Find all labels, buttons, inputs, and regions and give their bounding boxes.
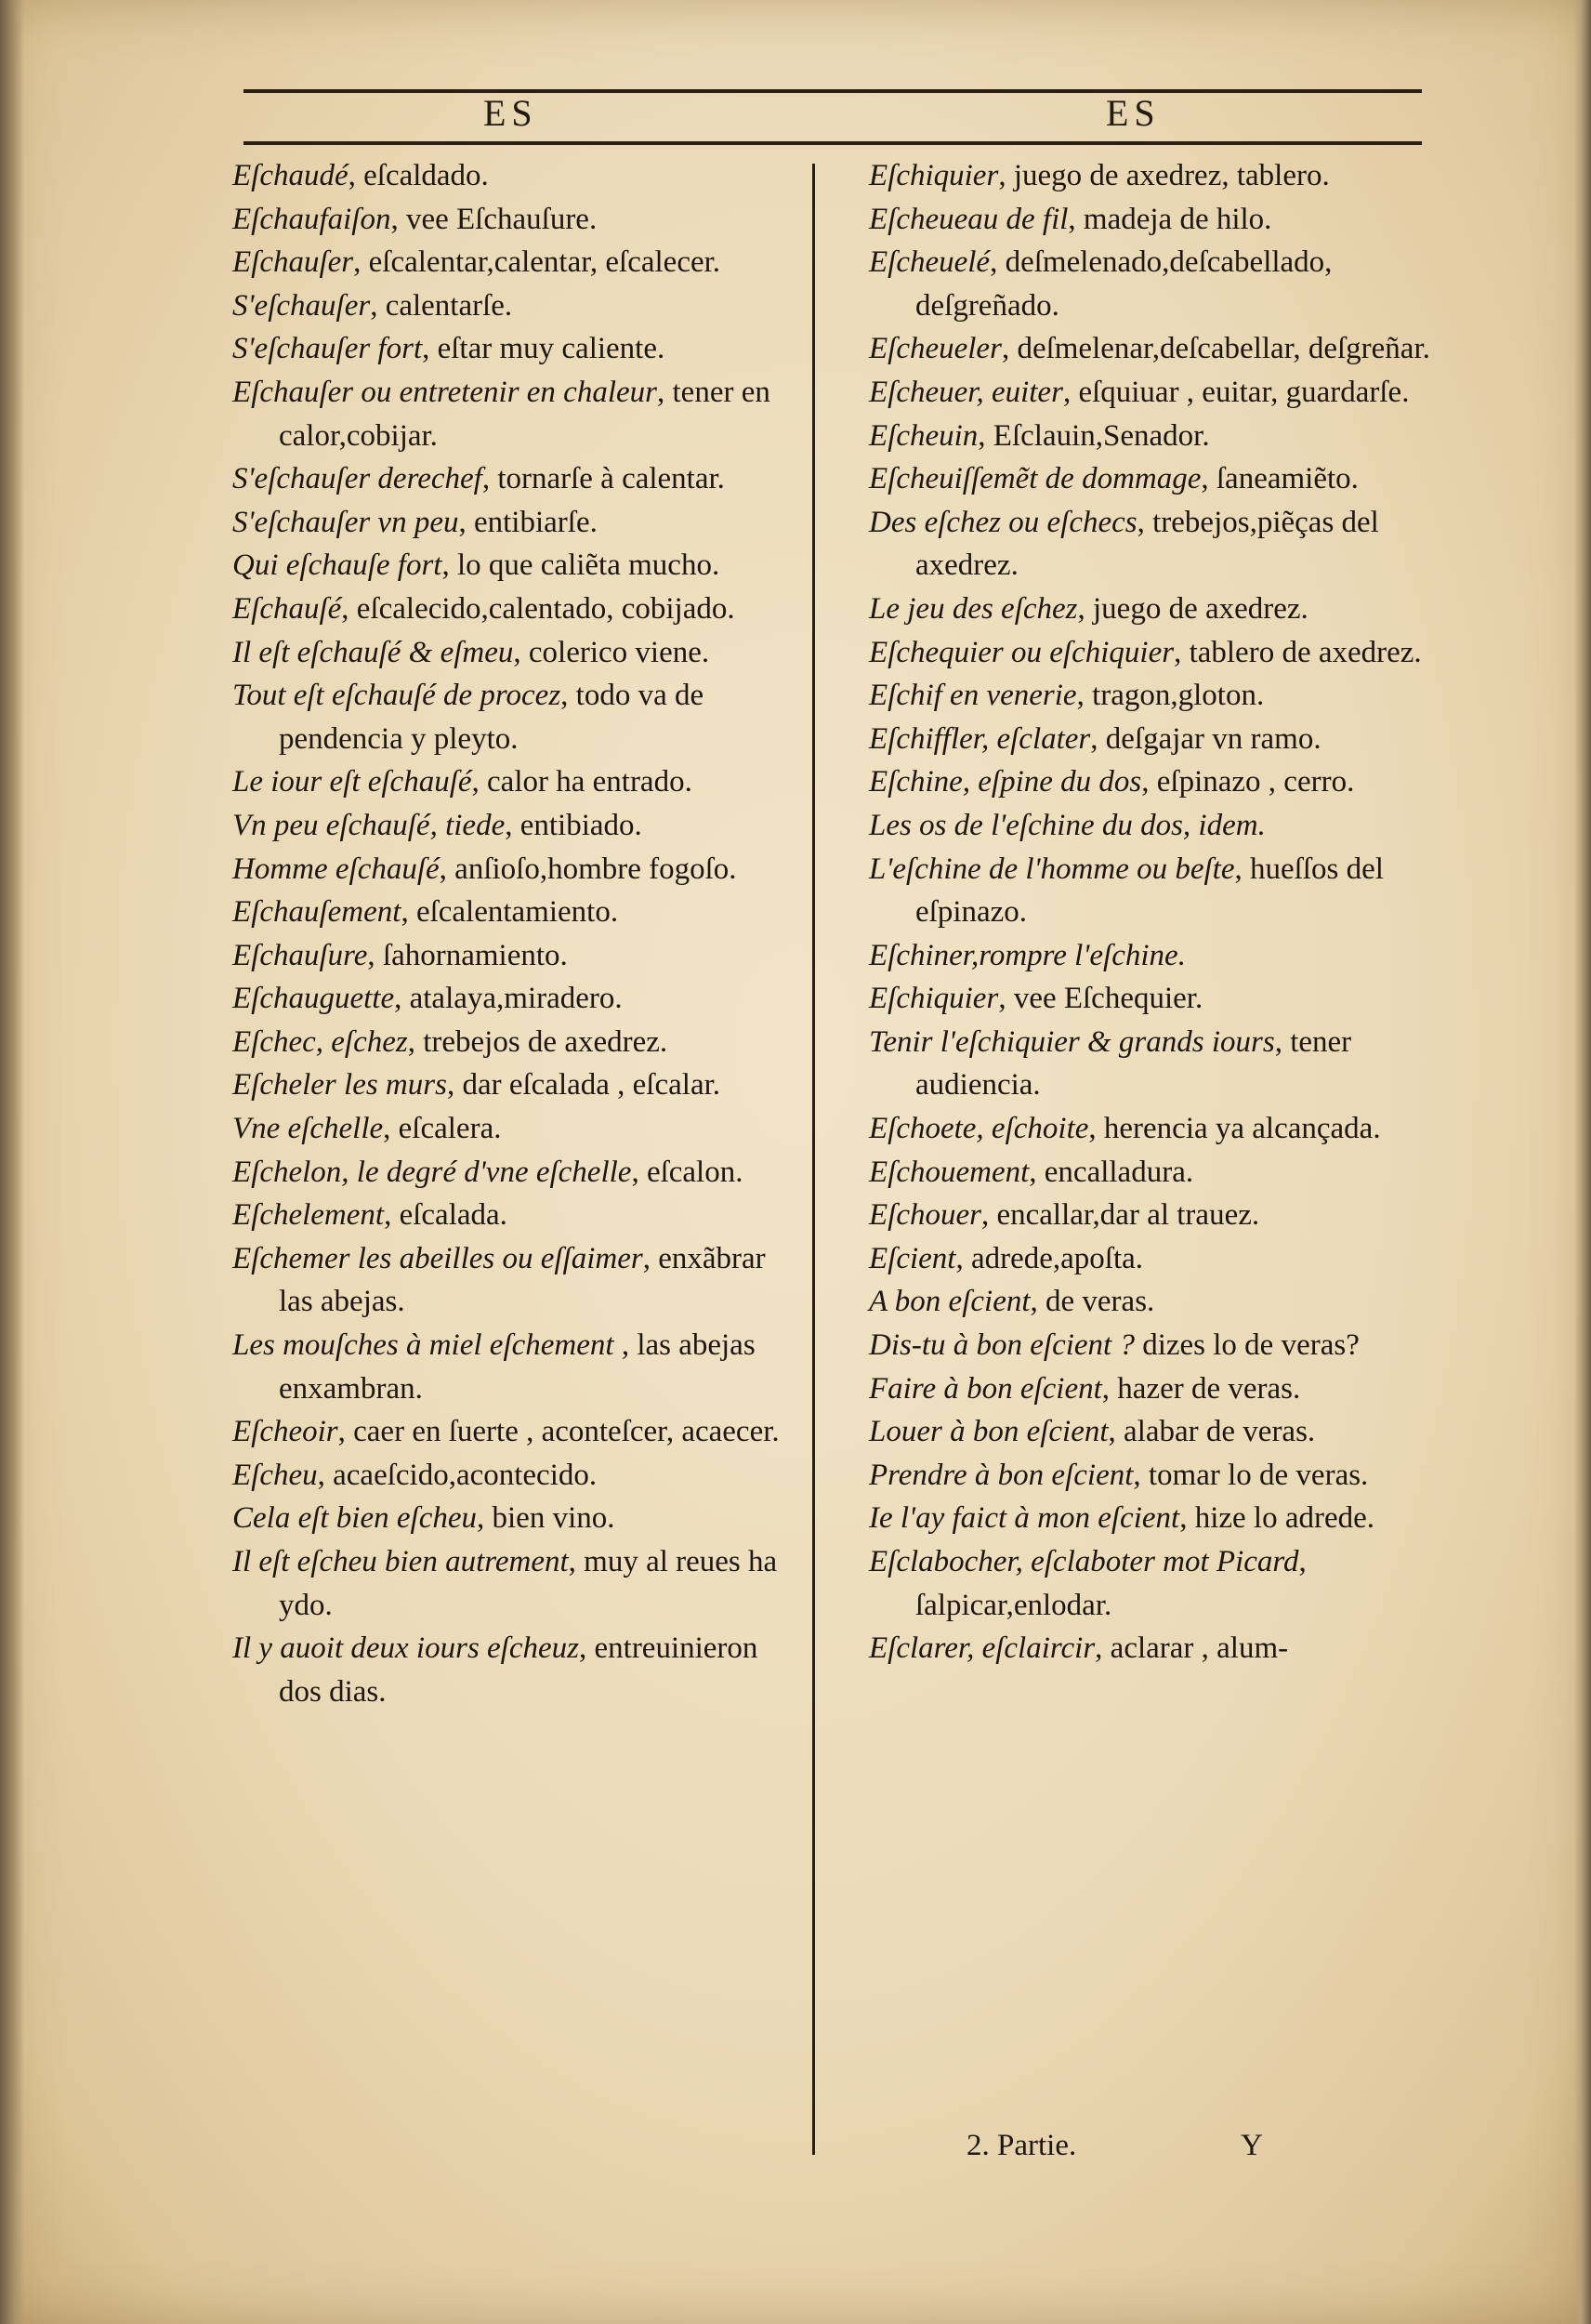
header-rule-top	[243, 89, 1422, 93]
entry-headword: Qui eſchauſe fort	[232, 548, 442, 583]
entry-translation: , eſquiuar , euitar, guardarſe.	[1062, 375, 1410, 409]
dictionary-entry	[869, 718, 1436, 761]
entry-headword: Eſcheuer, euiter	[869, 375, 1063, 409]
entry-translation: , tragon,gloton.	[1076, 679, 1265, 713]
dictionary-entry	[869, 1367, 1436, 1411]
entry-headword: Eſchequier ou eſchiquier	[869, 635, 1175, 669]
dictionary-entry	[869, 1280, 1436, 1324]
entry-headword: Eſchelement	[232, 1198, 385, 1233]
entry-translation: , tener en calor,cobijar.	[279, 375, 770, 453]
entry-translation: , dar eſcalada , eſcalar.	[446, 1068, 721, 1103]
entry-headword: Eſclarer, eſclaircir	[869, 1631, 1096, 1666]
entry-translation: , atalaya,miradero.	[394, 982, 623, 1016]
entry-translation: , eſcalon.	[631, 1155, 743, 1189]
entry-translation: , bien vino.	[477, 1501, 615, 1536]
entry-headword: Eſchif en venerie	[869, 679, 1077, 713]
entry-translation: , aclarar , alum-	[1095, 1631, 1289, 1666]
entry-translation: , las abejas enxambran.	[279, 1328, 756, 1406]
entry-translation: , calentarſe.	[370, 288, 513, 323]
right-column	[869, 154, 1436, 1670]
header-rule-under	[243, 141, 1422, 145]
entry-translation: , eſcalecido,calentado, cobijado.	[341, 591, 735, 626]
entry-headword: Eſchiffler, eſclater	[869, 721, 1091, 756]
dictionary-entry	[232, 631, 799, 675]
entry-translation: , vee Eſchauſure.	[390, 202, 598, 236]
dictionary-entry	[232, 284, 799, 328]
entry-translation: , ſaneamiẽto.	[1201, 462, 1359, 496]
entry-headword: Eſcient	[869, 1241, 956, 1275]
entry-translation: , encallar,dar al trauez.	[980, 1198, 1260, 1233]
entry-headword: Les os de l'eſchine du dos, idem.	[869, 808, 1266, 842]
entry-headword: Dis-tu à bon eſcient ?	[869, 1328, 1135, 1363]
entry-translation: , eſcalada.	[384, 1198, 507, 1233]
entry-translation: , eſcalera.	[383, 1112, 502, 1146]
entry-headword: Eſchauguette	[232, 982, 395, 1016]
dictionary-entry	[232, 1021, 799, 1064]
dictionary-entry	[869, 588, 1436, 631]
entry-translation: , vee Eſchequier.	[998, 982, 1203, 1016]
entry-translation: , trebejos de axedrez.	[407, 1024, 668, 1059]
entry-translation: , tablero de axedrez.	[1174, 635, 1422, 669]
entry-headword: Eſchouer	[869, 1198, 981, 1233]
dictionary-entry	[869, 1237, 1436, 1281]
entry-headword: Eſclabocher, eſclaboter mot Picard	[869, 1545, 1299, 1578]
entry-headword: Eſchauſement	[232, 895, 401, 930]
dictionary-entry	[232, 1237, 799, 1324]
entry-translation: , lo que caliẽta mucho.	[441, 548, 720, 583]
entry-headword: Eſcheoir	[232, 1415, 338, 1449]
entry-headword: Homme eſchauſé	[232, 852, 440, 886]
entry-headword: Vn peu eſchauſé, tiede	[232, 808, 506, 842]
running-head-left: ES	[483, 92, 538, 134]
entry-headword: Eſchauſer	[232, 245, 354, 280]
dictionary-entry	[232, 1151, 799, 1195]
entry-translation: , acaeſcido,acontecido.	[317, 1458, 598, 1492]
catchword-letter: Y	[1241, 2129, 1263, 2162]
entry-headword: Prendre à bon eſcient	[869, 1458, 1134, 1492]
entry-translation: dizes lo de veras?	[1134, 1328, 1360, 1363]
dictionary-entry	[232, 1540, 799, 1627]
entry-headword: Eſcheu	[232, 1458, 318, 1492]
dictionary-entry	[869, 631, 1436, 675]
entry-headword: Eſchouement	[869, 1155, 1030, 1189]
entry-translation: , eſcalentamiento.	[401, 895, 619, 930]
entry-headword: Tenir l'eſchiquier & grands iours	[869, 1024, 1275, 1059]
dictionary-entry	[869, 1540, 1436, 1627]
entry-translation: , calor ha entrado.	[471, 765, 692, 799]
entry-headword: Eſchemer les abeilles ou eſſaimer	[232, 1241, 643, 1275]
dictionary-entry	[869, 1107, 1436, 1151]
dictionary-entry	[232, 327, 799, 371]
running-head-right: ES	[1106, 92, 1161, 134]
entry-translation: , eſpinazo , cerro.	[1141, 765, 1355, 799]
entry-headword: Louer à bon eſcient	[869, 1415, 1109, 1449]
dictionary-entry	[232, 760, 799, 804]
entry-translation: , tornarſe à calentar.	[481, 462, 725, 496]
dictionary-entry	[869, 241, 1436, 327]
dictionary-entry	[869, 977, 1436, 1021]
dictionary-entry	[232, 674, 799, 760]
entry-headword: Le jeu des eſchez	[869, 591, 1078, 626]
dictionary-entry	[869, 415, 1436, 458]
dictionary-entry	[869, 1410, 1436, 1454]
entry-translation: , ſahornamiento.	[367, 938, 568, 972]
entry-translation: , encalladura.	[1029, 1155, 1194, 1189]
entry-headword: Eſcheuiſſemẽt de dommage	[869, 462, 1202, 496]
left-column	[232, 154, 799, 1713]
entry-translation: , trebejos,piẽças del axedrez.	[915, 505, 1379, 583]
entry-translation: , tener audiencia.	[915, 1024, 1352, 1103]
dictionary-entry	[232, 1063, 799, 1107]
dictionary-entry	[869, 848, 1436, 934]
dictionary-entry	[232, 1107, 799, 1151]
entry-headword: Il y auoit deux iours eſcheuz	[232, 1631, 579, 1666]
page-edge-left	[0, 0, 24, 2324]
entry-translation: , eſcaldado.	[348, 159, 489, 192]
entry-headword: Il eſt eſcheu bien autrement	[232, 1545, 569, 1578]
entry-headword: Eſchelon, le degré d'vne eſchelle	[232, 1155, 632, 1189]
dictionary-entry	[869, 1151, 1436, 1195]
dictionary-entry	[232, 1194, 799, 1237]
entry-translation: , hize lo adrede.	[1179, 1501, 1375, 1536]
entry-translation: , entreuinieron dos dias.	[279, 1631, 758, 1709]
entry-translation: , entibiado.	[505, 808, 642, 842]
dictionary-entry	[232, 457, 799, 501]
entry-headword: Le iour eſt eſchauſé	[232, 765, 472, 799]
dictionary-entry	[869, 934, 1436, 978]
entry-translation: , adrede,apoſta.	[955, 1241, 1144, 1275]
dictionary-entry	[869, 371, 1436, 415]
entry-headword: Eſchauſure	[232, 938, 368, 972]
dictionary-entry	[869, 674, 1436, 718]
dictionary-entry	[869, 501, 1436, 588]
dictionary-entry	[232, 241, 799, 284]
dictionary-entry	[232, 588, 799, 631]
dictionary-entry	[869, 1021, 1436, 1107]
entry-headword: S'eſchauſer	[232, 288, 371, 323]
entry-translation: , hazer de veras.	[1101, 1371, 1301, 1406]
dictionary-entry	[232, 1324, 799, 1410]
dictionary-entry	[232, 544, 799, 588]
entry-headword: Eſchiquier	[869, 159, 999, 192]
dictionary-entry	[869, 1324, 1436, 1367]
dictionary-entry	[232, 1497, 799, 1540]
entry-headword: Eſcheler les murs	[232, 1068, 447, 1103]
entry-headword: Eſchec, eſchez	[232, 1024, 408, 1059]
dictionary-entry	[232, 1627, 799, 1713]
entry-translation: , madeja de hilo.	[1068, 202, 1272, 236]
entry-translation: , deſmelenar,deſcabellar, deſgreñar.	[1001, 332, 1430, 366]
dictionary-entry	[232, 501, 799, 545]
dictionary-entry	[232, 198, 799, 242]
entry-headword: Eſchiner,rompre l'eſchine.	[869, 938, 1186, 972]
signature-mark: 2. Partie.	[966, 2129, 1077, 2162]
dictionary-entry	[232, 1410, 799, 1454]
page-edge-right	[1574, 0, 1591, 2324]
entry-headword: Eſcheueler	[869, 332, 1002, 366]
entry-headword: L'eſchine de l'homme ou beſte	[869, 852, 1235, 886]
dictionary-entry	[869, 760, 1436, 804]
entry-headword: Vne eſchelle	[232, 1112, 384, 1146]
column-divider	[812, 164, 815, 2155]
entry-translation: , Eſclauin,Senador.	[978, 418, 1210, 453]
entry-translation: , ſalpicar,enlodar.	[915, 1545, 1307, 1622]
dictionary-entry	[232, 1454, 799, 1498]
entry-headword: Eſcheueau de fil	[869, 202, 1069, 236]
entry-headword: Cela eſt bien eſcheu	[232, 1501, 477, 1536]
dictionary-entry	[869, 1627, 1436, 1670]
entry-headword: S'eſchauſer fort	[232, 332, 423, 366]
entry-translation: , caer en ſuerte , aconteſcer, acaecer.	[337, 1415, 780, 1449]
entry-headword: Eſchaufaiſon	[232, 202, 391, 236]
entry-translation: , juego de axedrez, tablero.	[998, 159, 1330, 192]
entry-headword: Eſchiquier	[869, 982, 999, 1016]
entry-translation: , herencia ya alcançada.	[1088, 1112, 1381, 1146]
entry-translation: , alabar de veras.	[1108, 1415, 1316, 1449]
entry-headword: S'eſchauſer derechef	[232, 462, 482, 496]
entry-headword: Eſcheuin	[869, 418, 979, 453]
entry-translation: , entibiarſe.	[458, 505, 598, 539]
entry-translation: , colerico viene.	[513, 635, 710, 669]
entry-translation: , todo va de pendencia y pleyto.	[279, 679, 704, 756]
entry-translation: , eſtar muy caliente.	[422, 332, 665, 366]
entry-headword: Tout eſt eſchauſé de procez	[232, 679, 561, 713]
entry-translation: , de veras.	[1030, 1285, 1155, 1319]
entry-headword: Les mouſches à miel eſchement	[232, 1328, 614, 1363]
dictionary-entry	[869, 1454, 1436, 1498]
dictionary-entry	[232, 804, 799, 848]
dictionary-entry	[869, 327, 1436, 371]
entry-headword: A bon eſcient	[869, 1285, 1031, 1319]
dictionary-entry	[232, 891, 799, 934]
dictionary-entry	[869, 154, 1436, 198]
dictionary-entry	[869, 1194, 1436, 1237]
entry-headword: Des eſchez ou eſchecs	[869, 505, 1137, 539]
entry-translation: , deſmelenado,deſcabellado, deſgreñado.	[915, 245, 1333, 323]
entry-translation: , muy al reues ha ydo.	[279, 1545, 778, 1622]
dictionary-entry	[869, 457, 1436, 501]
entry-headword: Eſcheuelé	[869, 245, 991, 280]
dictionary-entry	[869, 1497, 1436, 1540]
entry-translation: , juego de axedrez.	[1077, 591, 1308, 626]
entry-translation: , hueſſos del eſpinazo.	[915, 852, 1384, 930]
entry-translation: , anſioſo,hombre fogoſo.	[439, 852, 737, 886]
dictionary-entry	[232, 977, 799, 1021]
entry-headword: Eſchaudé	[232, 159, 348, 192]
entry-headword: Eſchoete, eſchoite	[869, 1112, 1089, 1146]
entry-translation: , enxãbrar las abejas.	[279, 1241, 766, 1319]
dictionary-entry	[232, 934, 799, 978]
entry-headword: Ie l'ay faict à mon eſcient	[869, 1501, 1180, 1536]
entry-headword: S'eſchauſer vn peu	[232, 505, 459, 539]
entry-translation: , tomar lo de veras.	[1133, 1458, 1369, 1492]
entry-headword: Il eſt eſchauſé & eſmeu	[232, 635, 514, 669]
dictionary-entry	[232, 154, 799, 198]
entry-translation: , eſcalentar,calentar, eſcalecer.	[353, 245, 721, 280]
entry-headword: Faire à bon eſcient	[869, 1371, 1102, 1406]
dictionary-entry	[232, 848, 799, 891]
entry-translation: , deſgajar vn ramo.	[1090, 721, 1321, 756]
entry-headword: Eſchine, eſpine du dos	[869, 765, 1142, 799]
dictionary-entry	[232, 371, 799, 457]
entry-headword: Eſchauſé	[232, 591, 342, 626]
dictionary-entry	[869, 804, 1436, 848]
dictionary-entry	[869, 198, 1436, 242]
entry-headword: Eſchauſer ou entretenir en chaleur	[232, 375, 657, 409]
